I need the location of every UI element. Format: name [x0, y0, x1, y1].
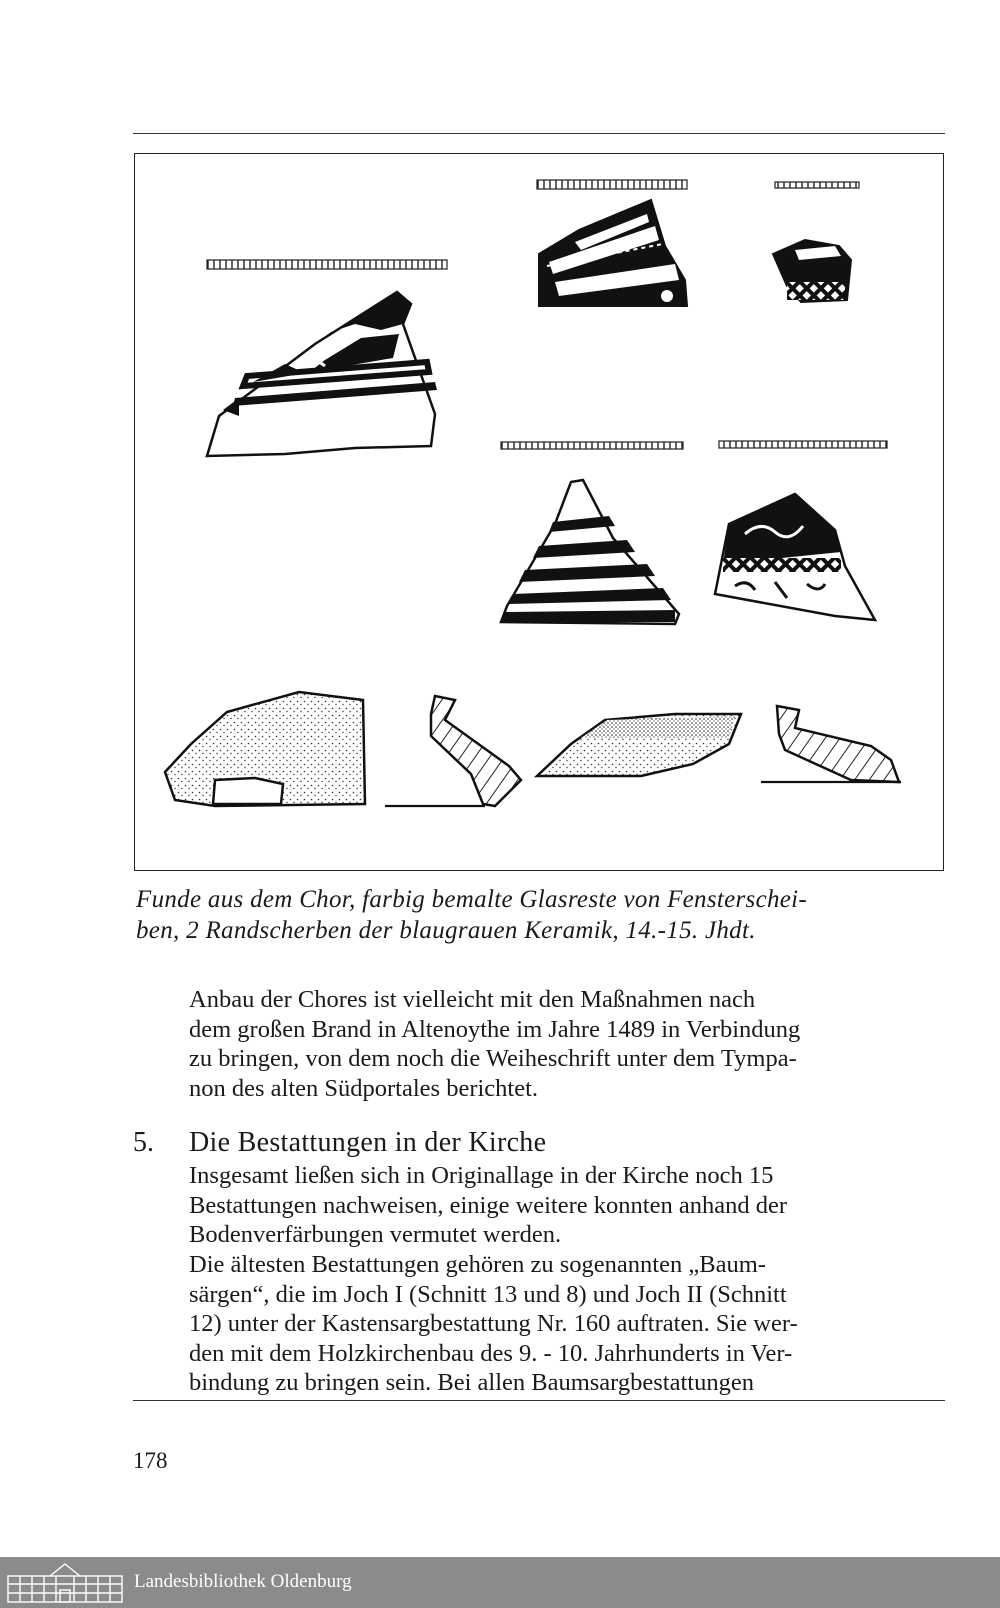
scale-bar-2	[537, 180, 687, 189]
text-line: 12) unter der Kastensargbestattung Nr. 160 auftraten. Sie wer-	[189, 1310, 798, 1337]
glass-shard-striped-top	[539, 200, 687, 306]
text-line: non des alten Südportales berichtet.	[189, 1074, 539, 1102]
glass-shard-stippled-left	[165, 692, 365, 806]
glass-shard-stippled-right	[537, 714, 741, 776]
text-line: Anbau der Chores ist vielleicht mit den Maßnahmen nach	[189, 986, 756, 1013]
library-building-icon	[6, 1560, 124, 1604]
caption-line: Funde aus dem Chor, farbig bemalte Glasreste von Fensterschei-	[136, 886, 808, 913]
text-line: dem großen Brand in Altenoythe im Jahre 1489 in Verbindung	[189, 1015, 801, 1043]
scale-bar-1	[207, 260, 447, 269]
caption-line: ben, 2 Randscherben der blaugrauen Keramik, 14.-15. Jhdt.	[136, 917, 756, 944]
rim-sherd-profile-right	[761, 706, 901, 782]
text-line: zu bringen, von dem noch die Weiheschrift unter dem Tympa-	[189, 1045, 797, 1072]
library-footer-bar	[0, 1557, 1000, 1608]
scale-bar-5	[719, 441, 887, 448]
scale-bar-3	[775, 182, 859, 188]
library-name: Landesbibliothek Oldenburg	[134, 1571, 352, 1592]
top-rule	[133, 133, 945, 134]
rim-sherd-profile-left	[385, 696, 521, 806]
paragraph-burials-count	[189, 1161, 941, 1250]
scale-bar-4	[501, 442, 683, 449]
text-line: Bodenverfärbungen vermutet werden.	[189, 1221, 562, 1248]
figure-glass-finds	[134, 153, 944, 871]
text-line: särgen“, die im Joch I (Schnitt 13 und 8) und Joch II (Schnitt	[189, 1280, 787, 1308]
text-line: den mit dem Holzkirchenbau des 9. - 10. Jahrhunderts in Ver-	[189, 1339, 793, 1367]
section-number: 5.	[133, 1127, 154, 1158]
page-number: 178	[133, 1448, 168, 1473]
text-line: Die ältesten Bestattungen gehören zu sogenannten „Baum-	[189, 1251, 766, 1278]
text-line: Bestattungen nachweisen, einige weitere konnten anhand der	[189, 1191, 787, 1219]
glass-shard-triangle-striped	[501, 480, 679, 624]
section-title: Die Bestattungen in der Kirche	[189, 1127, 547, 1158]
glass-shard-small-lattice	[773, 240, 851, 302]
paragraph-choir-extension	[189, 985, 941, 1103]
figure-caption	[136, 884, 946, 946]
bottom-rule	[133, 1400, 945, 1401]
text-line: Insgesamt ließen sich in Originallage in der Kirche noch 15	[189, 1162, 774, 1189]
glass-shard-large	[207, 292, 437, 456]
glass-shard-ornamental	[715, 494, 875, 620]
text-line: bindung zu bringen sein. Bei allen Baumsargbestattungen	[189, 1369, 754, 1396]
paragraph-tree-coffins	[189, 1250, 941, 1398]
